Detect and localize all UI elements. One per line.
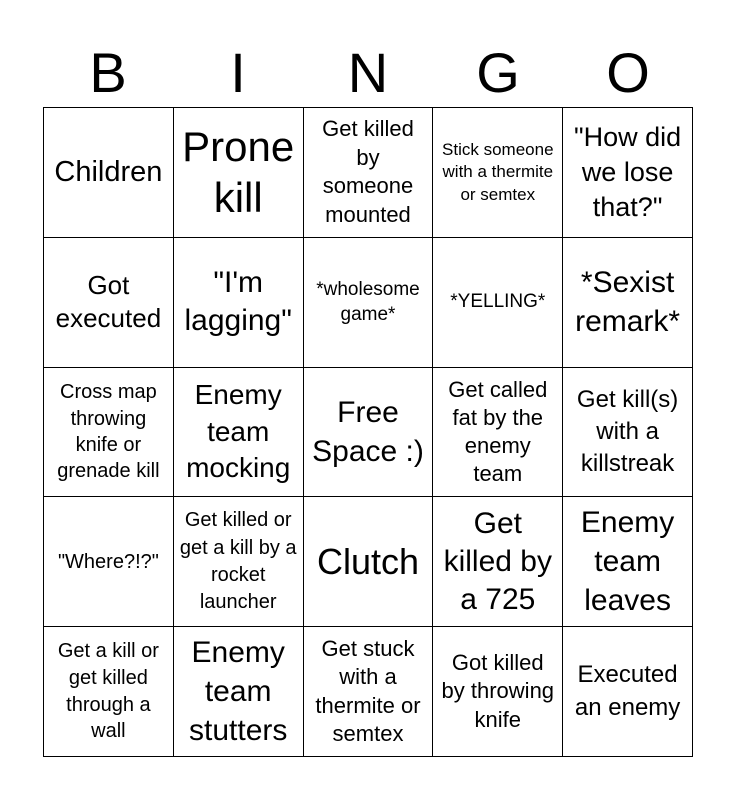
cell-text: "Where?!?" — [57, 550, 159, 573]
cell-text: Enemy team stutters — [189, 636, 288, 748]
bingo-cell[interactable] — [174, 627, 304, 757]
bingo-cell[interactable] — [44, 497, 174, 627]
cell-text: Prone kill — [182, 123, 295, 222]
cell-text: Free Space :) — [312, 395, 424, 468]
bingo-cell[interactable] — [563, 108, 693, 238]
cell-text: Children — [54, 156, 163, 188]
bingo-cell[interactable] — [174, 108, 304, 238]
cell-text: Get stuck with a thermite or semtex — [315, 636, 421, 746]
bingo-cell[interactable] — [563, 627, 693, 757]
bingo-cell[interactable] — [174, 238, 304, 368]
bingo-cell[interactable] — [433, 238, 563, 368]
bingo-cell[interactable] — [433, 627, 563, 757]
cell-text: Stick someone with a thermite or semtex — [442, 139, 554, 204]
header-letter-n: N — [347, 41, 389, 104]
bingo-cell[interactable] — [44, 368, 174, 498]
bingo-cell[interactable] — [433, 497, 563, 627]
cell-text: *YELLING* — [450, 290, 546, 312]
free-space-cell[interactable] — [304, 368, 434, 498]
bingo-cell[interactable] — [563, 238, 693, 368]
cell-text: Cross map throwing knife or grenade kill — [57, 381, 160, 483]
header-letter-g: G — [476, 41, 520, 104]
bingo-cell[interactable] — [174, 497, 304, 627]
bingo-cell[interactable] — [44, 108, 174, 238]
cell-text: Got killed by throwing knife — [441, 649, 555, 732]
cell-text: Executed an enemy — [574, 660, 681, 721]
cell-text: Enemy team leaves — [580, 506, 675, 618]
header-letter-i: I — [230, 41, 246, 104]
cell-text: "I'm lagging" — [184, 265, 292, 338]
cell-text: Get killed or get a kill by a rocket launcher — [179, 509, 297, 613]
bingo-cell[interactable] — [44, 627, 174, 757]
bingo-cell[interactable] — [304, 108, 434, 238]
bingo-cell[interactable] — [433, 368, 563, 498]
cell-text: Get called fat by the enemy team — [448, 377, 548, 486]
cell-text: *Sexist remark* — [575, 266, 681, 339]
cell-text: Clutch — [316, 541, 420, 583]
bingo-cell[interactable] — [304, 627, 434, 757]
bingo-cell[interactable] — [44, 238, 174, 368]
bingo-cell[interactable] — [433, 108, 563, 238]
cell-text: Get a kill or get killed through a wall — [57, 640, 159, 743]
bingo-cell[interactable] — [304, 238, 434, 368]
cell-text: *wholesome game* — [316, 279, 420, 326]
cell-text: Got executed — [55, 269, 162, 334]
header-letter-b: B — [89, 41, 127, 104]
bingo-cell[interactable] — [563, 368, 693, 498]
cell-text: Enemy team mocking — [186, 379, 291, 484]
bingo-board — [43, 107, 693, 757]
cell-text: Get killed by someone mounted — [322, 116, 414, 227]
bingo-cell[interactable] — [304, 497, 434, 627]
cell-text: "How did we lose that?" — [574, 121, 682, 222]
header-letter-o: O — [606, 41, 650, 104]
bingo-cell[interactable] — [563, 497, 693, 627]
cell-text: Get killed by a 725 — [443, 506, 552, 616]
cell-text: Get kill(s) with a killstreak — [576, 386, 679, 477]
bingo-cell[interactable] — [174, 368, 304, 498]
bingo-header — [43, 40, 693, 106]
